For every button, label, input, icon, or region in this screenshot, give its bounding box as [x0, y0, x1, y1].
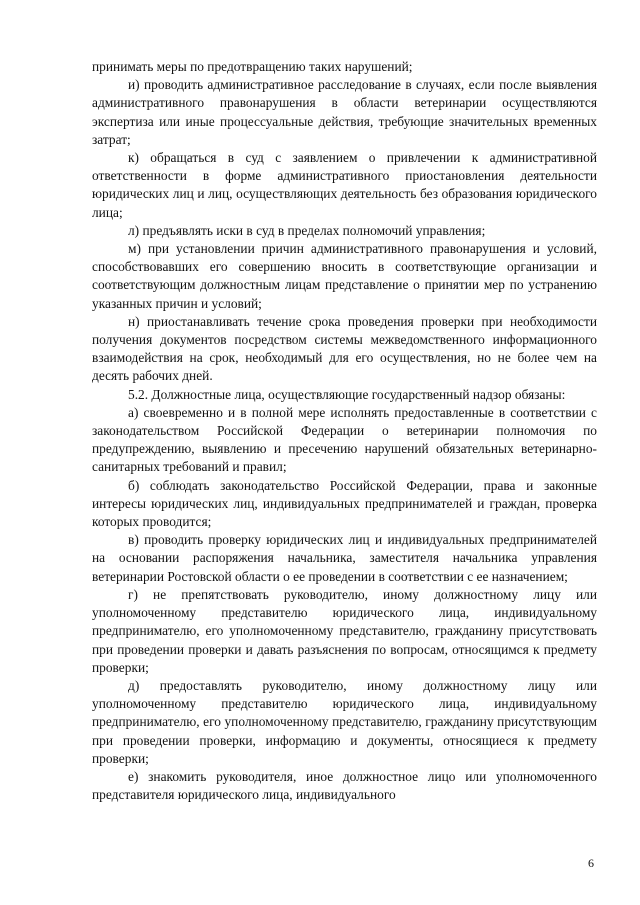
- paragraph-continuation: принимать меры по предотвращению таких нарушений;: [92, 59, 413, 74]
- section-heading-5-2: 5.2. Должностные лица, осуществляющие государственный надзор обязаны:: [128, 386, 566, 402]
- paragraph-item-d: д) предоставлять руководителю, иному должностному лицу или уполномоченному представителю юридического лица, индивидуальному предпринимателю, его уполномоченному представителю, гражданину присутствующим при проведении проверки, информацию и документы, относящиеся к предмету проверки;: [92, 677, 597, 766]
- paragraph-item-e: е) знакомить руководителя, иное должностное лицо или уполномоченного представителя юридического лица, индивидуального: [92, 768, 597, 803]
- document-page: [92, 58, 597, 804]
- paragraph-item-i: и) проводить административное расследование в случаях, если после выявления административного правонарушения в области ветеринарии осуществляются экспертиза или иные процессуальные действия, требующие значительных временных затрат;: [92, 77, 597, 147]
- paragraph-item-v: в) проводить проверку юридических лиц и индивидуальных предпринимателей на основании распоряжения начальника, заместителя начальника управления ветеринарии Ростовской области о ее проведении в соответствии с ее назначением;: [92, 532, 597, 584]
- paragraph-item-k: к) обращаться в суд с заявлением о привлечении к административной ответственности в форме административного приостановления деятельности юридических лиц и лиц, осуществляющих деятельность без образования юридического лица;: [92, 150, 597, 220]
- paragraph-item-n: н) приостанавливать течение срока проведения проверки при необходимости получения документов посредством системы межведомственного информационного взаимодействия на срок, необходимый для его осуществления, но не более чем на десять рабочих дней.: [92, 313, 597, 384]
- paragraph-item-l: л) предъявлять иски в суд в пределах полномочий управления;: [128, 222, 486, 238]
- paragraph-item-a: а) своевременно и в полной мере исполнять предоставленные в соответствии с законодательством Российской Федерации о ветеринарии полномочия по предупреждению, выявлению и пресечению нарушений обязательных ветеринарно-санитарных требований и правил;: [92, 404, 597, 475]
- paragraph-item-m: м) при установлении причин административного правонарушения и условий, способствовавших его совершению вносить в соответствующие организации и соответствующим должностным лицам представление о принятии мер по устранению указанных причин и условий;: [92, 241, 597, 311]
- page-number: 6: [588, 856, 594, 870]
- paragraph-item-b: б) соблюдать законодательство Российской Федерации, права и законные интересы юридических лиц, индивидуальных предпринимателей и граждан, проверка которых проводится;: [92, 477, 597, 530]
- paragraph-item-g: г) не препятствовать руководителю, иному должностному лицу или уполномоченному представителю юридического лица, индивидуальному предпринимателю, его уполномоченному представителю, гражданину присутствовать при проведении проверки и давать разъяснения по вопросам, относящимся к предмету проверки;: [92, 586, 597, 675]
